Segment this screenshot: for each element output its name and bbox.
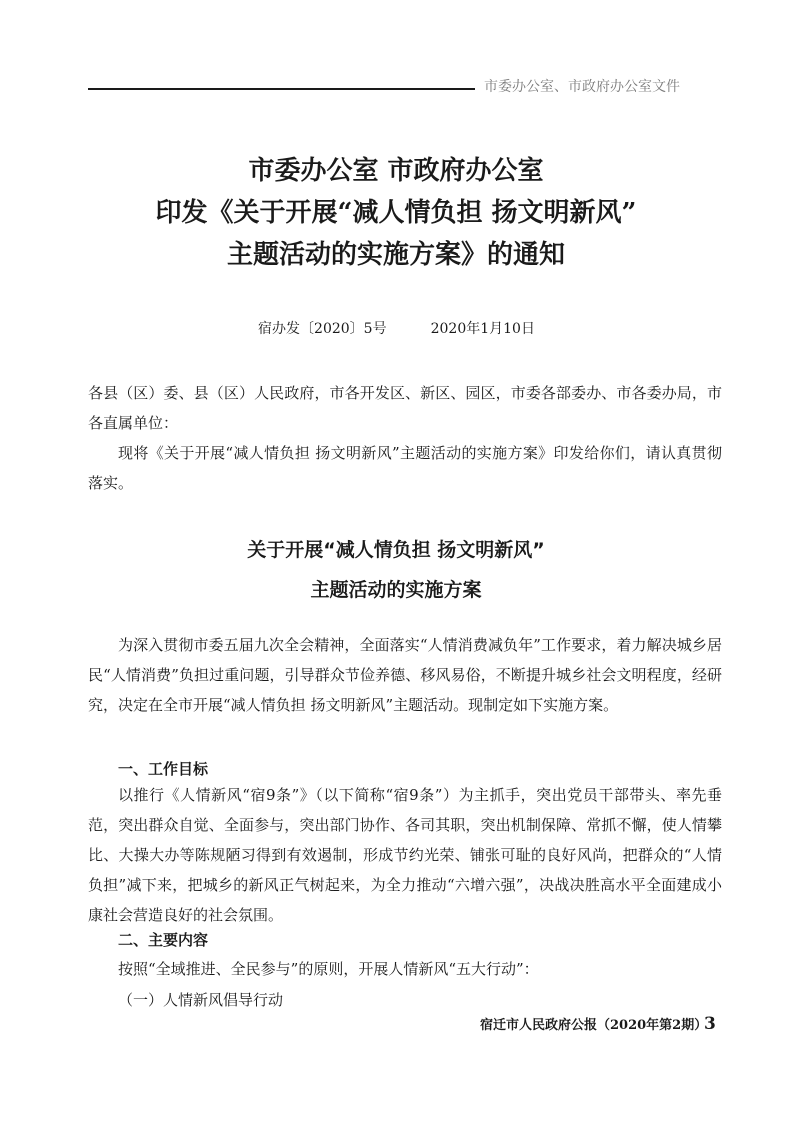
- document-number: 宿办发〔2020〕5号: [258, 321, 387, 337]
- plan-intro-paragraph: 为深入贯彻市委五届九次全会精神，全面落实“人情消费减负年”工作要求，着力解决城乡居民“人情消费”负担过重问题，引导群众节俭养德、移风易俗，不断提升城乡社会文明程度，经研究，决定在全市开展“减人情负担 扬文明新风”主题活动。现制定如下实施方案。: [88, 636, 722, 714]
- section-heading-content: 二、主要内容: [118, 931, 209, 949]
- plan-title-line: 关于开展“减人情负担 扬文明新风”: [247, 539, 545, 561]
- notice-recipients: 各县（区）委、县（区）人民政府，市各开发区、新区、园区，市委各部委办、市各委办局，市各直属单位：: [88, 384, 722, 432]
- plan-title: [96, 530, 696, 610]
- header-rule: [88, 88, 475, 90]
- header-label: 市委办公室、市政府办公室文件: [484, 79, 680, 95]
- section-heading-goals: 一、工作目标: [118, 760, 209, 778]
- document-title-line: 市委办公室 市政府办公室: [248, 156, 544, 186]
- subsection-heading: （一）人情新风倡导行动: [118, 991, 284, 1009]
- document-date: 2020年1月10日: [430, 321, 535, 337]
- notice-body: 现将《关于开展“减人情负担 扬文明新风”主题活动的实施方案》印发给你们，请认真贯彻落实。: [88, 444, 722, 492]
- page-number: 3: [704, 1014, 716, 1034]
- plan-title-line: 主题活动的实施方案: [310, 579, 482, 601]
- document-title-line: 印发《关于开展“减人情负担 扬文明新风”: [155, 198, 637, 228]
- document-title: [96, 150, 696, 276]
- goals-paragraph: 以推行《人情新风“宿9条”》（以下简称“宿9条”）为主抓手，突出党员干部带头、率先垂范，突出群众自觉、全面参与，突出部门协作、各司其职，突出机制保障、常抓不懈，使人情攀比、大操大办等陈规陋习得到有效遏制，形成节约光荣、铺张可耻的良好风尚，把群众的“人情负担”减下来，把城乡的新风正气树起来，为全力推动“六增六强”，决战决胜高水平全面建成小康社会营造良好的社会氛围。: [88, 786, 722, 924]
- document-meta: [100, 318, 693, 340]
- content-paragraph: 按照“全域推进、全民参与”的原则，开展人情新风“五大行动”：: [118, 960, 539, 978]
- footer-source: 宿迁市人民政府公报（2020年第2期）: [480, 1018, 708, 1033]
- document-title-line: 主题活动的实施方案》的通知: [226, 240, 565, 270]
